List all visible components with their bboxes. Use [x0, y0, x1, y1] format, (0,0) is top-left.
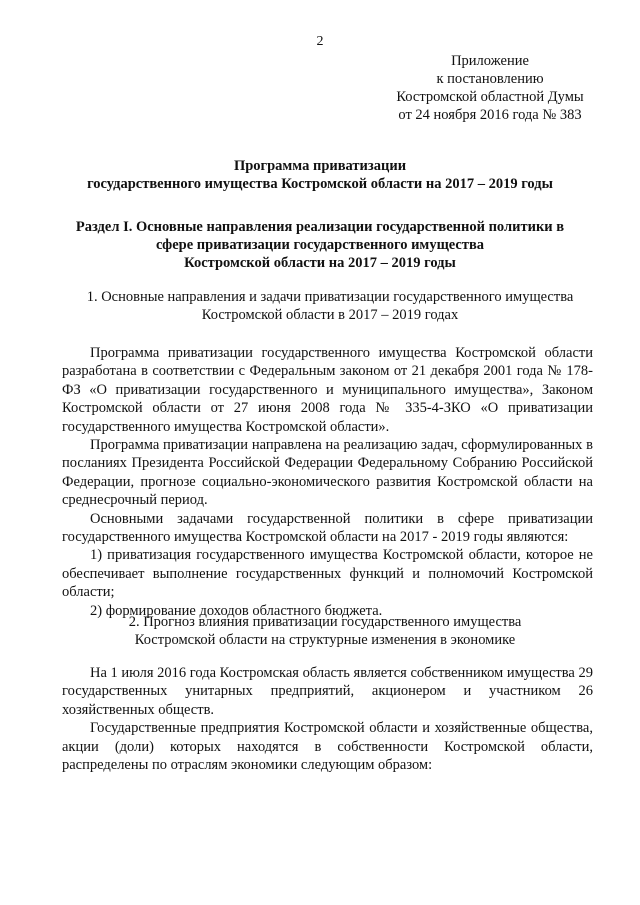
appendix-line: к постановлению — [436, 71, 544, 87]
paragraph: На 1 июля 2016 года Костромская область является собственником имущества 29 государственных унитарных предприятий, акционером и участником 26 хозяйственных обществ. — [62, 665, 593, 718]
section-heading-line: Раздел I. Основные направления реализации государственной политики в — [75, 219, 565, 235]
body-text-block-2 — [62, 664, 593, 774]
subsection-heading-line: Костромской области на структурные изменения в экономике — [134, 632, 516, 648]
subsection-heading-line: 2. Прогноз влияния приватизации государственного имущества — [128, 614, 522, 630]
document-title — [40, 157, 600, 193]
section-heading-line: сфере приватизации государственного имущества — [155, 237, 485, 253]
list-item: 1) приватизация государственного имущества Костромской области, которое не обеспечивает выполнение государственных функций и полномочий Костромской области; — [62, 547, 593, 601]
title-line: государственного имущества Костромской области на 2017 – 2019 годы — [87, 176, 553, 192]
section-heading — [40, 218, 600, 272]
body-text-block-1 — [62, 344, 593, 620]
appendix-line: от 24 ноября 2016 года № 383 — [398, 107, 582, 123]
list-item: 2) формирование доходов областного бюджета. — [90, 602, 383, 619]
page-number: 2 — [316, 34, 324, 49]
subsection-heading-1 — [60, 288, 600, 324]
appendix-header — [390, 52, 590, 124]
title-line: Программа приватизации — [233, 158, 407, 174]
appendix-line: Приложение — [451, 53, 529, 69]
paragraph: Программа приватизации государственного имущества Костромской области разработана в соответствии с Федеральным законом от 21 декабря 2001 года № 178-ФЗ «О приватизации государственного и муниципального имущества», Законом Костромской области от 27 июня 2008 года № 335-4-ЗКО «О приватизации государственного имущества Костромской области». — [62, 345, 593, 435]
paragraph: Основными задачами государственной политики в сфере приватизации государственного имущества Костромской области на 2017 - 2019 годы являются: — [62, 510, 593, 546]
paragraph: Государственные предприятия Костромской области и хозяйственные общества, акции (доли) которых находятся в собственности Костромской области, распределены по отраслям экономики следующим образом: — [62, 720, 593, 774]
subsection-heading-2 — [60, 613, 590, 649]
appendix-line: Костромской областной Думы — [396, 89, 584, 105]
subsection-heading-line: 1. Основные направления и задачи приватизации государственного имущества — [86, 289, 574, 305]
paragraph: Программа приватизации направлена на реализацию задач, сформулированных в посланиях Президента Российской Федерации Федеральному Собранию Российской Федерации, прогнозе социально-экономического развития Костромской области на среднесрочный период. — [62, 437, 593, 509]
subsection-heading-line: Костромской области в 2017 – 2019 годах — [201, 307, 459, 323]
section-heading-line: Костромской области на 2017 – 2019 годы — [184, 255, 456, 271]
